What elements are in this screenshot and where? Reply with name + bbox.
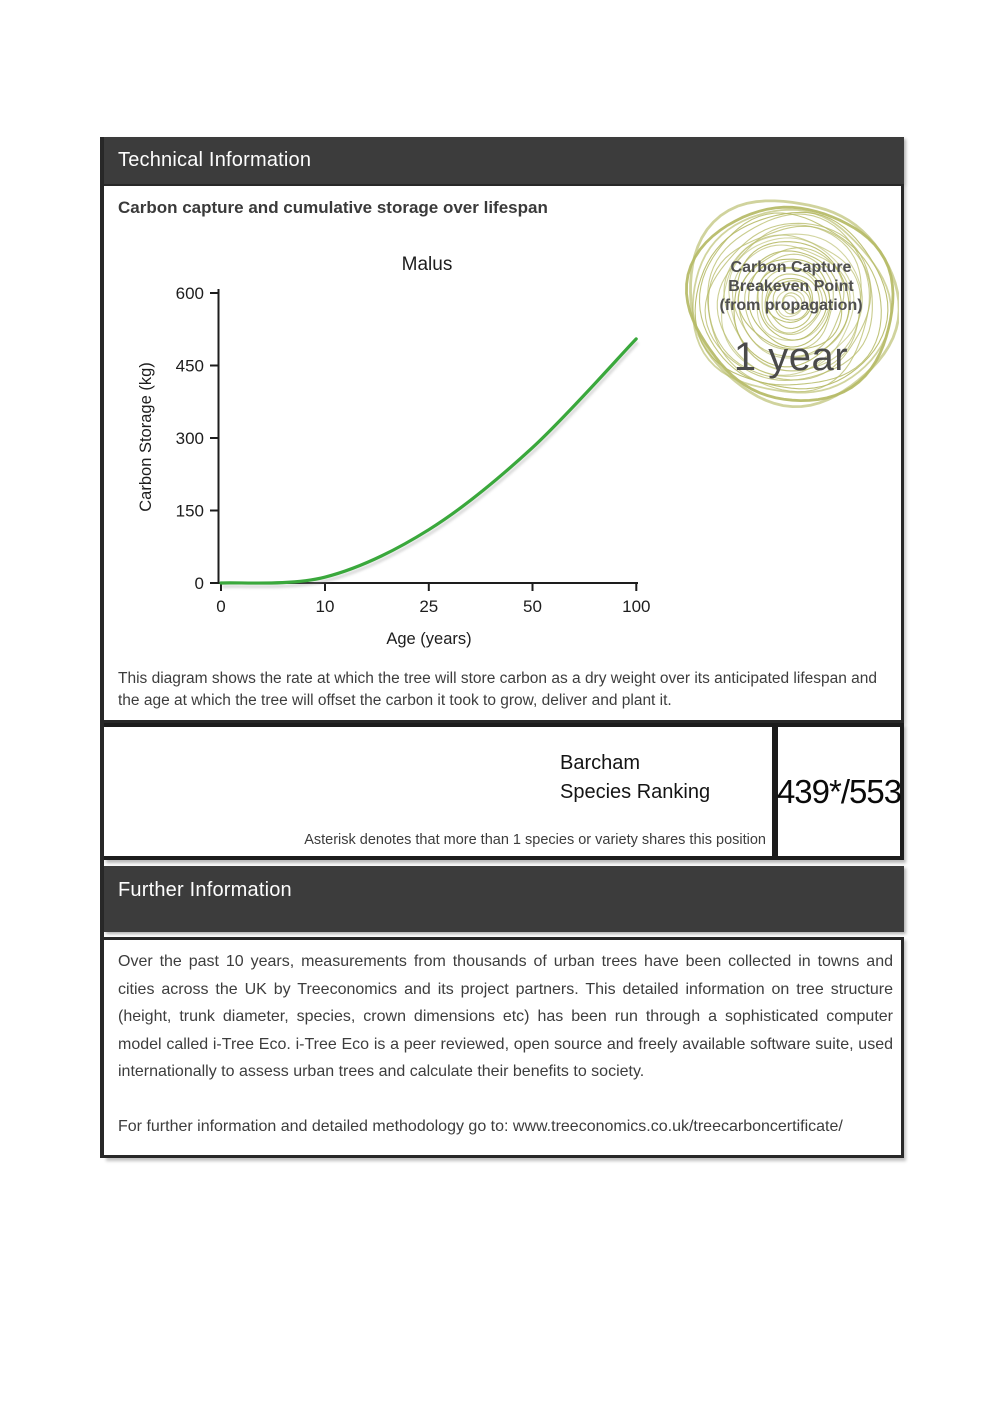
badge-line-2: Breakeven Point <box>728 278 854 295</box>
badge-line-3: (from propagation) <box>719 297 863 314</box>
chart-panel <box>104 184 904 723</box>
storage-curve <box>221 339 636 583</box>
badge-line-1: Carbon Capture <box>730 259 852 276</box>
chart-description: This diagram shows the rate at which the tree will store carbon as a dry weight over its anticipated lifespan and the age at which the tree will offset the carbon it took to grow, deliver and plant it. <box>118 670 878 709</box>
chart-heading: Carbon capture and cumulative storage over lifespan <box>118 198 548 217</box>
ranking-label: Species Ranking <box>560 781 711 803</box>
ranking-title <box>560 749 710 807</box>
storage-curve-shadow <box>223 342 638 586</box>
technical-information-title: Technical Information <box>118 149 312 171</box>
chart-title: Malus <box>401 254 453 275</box>
breakeven-value: 1 year <box>733 335 849 379</box>
methodology-link-line: For further information and detailed methodology go to: www.treeconomics.co.uk/treecarboncertificate/ <box>118 1117 843 1135</box>
technical-information-header <box>104 137 904 184</box>
y-tick-label: 450 <box>175 356 204 376</box>
y-tick-label: 150 <box>175 501 204 521</box>
ranking-value-cell <box>772 727 900 856</box>
species-ranking-panel <box>104 723 904 860</box>
x-tick-label: 0 <box>216 597 226 616</box>
ranking-value: 439*/553 <box>776 772 902 810</box>
content-column <box>100 137 904 1158</box>
x-tick-label: 50 <box>523 597 542 616</box>
x-tick-label: 100 <box>622 597 651 616</box>
further-information-header <box>104 866 904 932</box>
x-tick-label: 25 <box>419 597 439 616</box>
x-tick-label: 10 <box>315 597 335 616</box>
y-axis-label: Carbon Storage (kg) <box>137 362 155 512</box>
further-paragraph: Over the past 10 years, measurements from thousands of urban trees have been collected in towns and cities across the UK by Treeconomics and its project partners. This detailed information on tree structure (height, trunk diameter, species, crown dimensions etc) has been run through a sophisticated computer model called i-Tree Eco. i-Tree Eco is a peer reviewed, open source and freely available software suite, used internationally to assess urban trees and calculate their benefits to society. <box>118 953 893 1080</box>
further-information-title: Further Information <box>118 879 292 901</box>
ranking-org: Barcham <box>560 752 641 774</box>
ranking-label-cell <box>104 727 772 856</box>
y-tick-label: 600 <box>175 284 204 303</box>
breakeven-badge-text <box>683 194 899 380</box>
x-axis-label: Age (years) <box>386 630 472 648</box>
y-tick-label: 300 <box>175 429 204 448</box>
asterisk-note: Asterisk denotes that more than 1 species or variety shares this position <box>304 832 766 848</box>
breakeven-badge <box>683 194 899 410</box>
y-tick-label: 0 <box>194 574 204 593</box>
further-information-panel <box>104 937 904 1158</box>
